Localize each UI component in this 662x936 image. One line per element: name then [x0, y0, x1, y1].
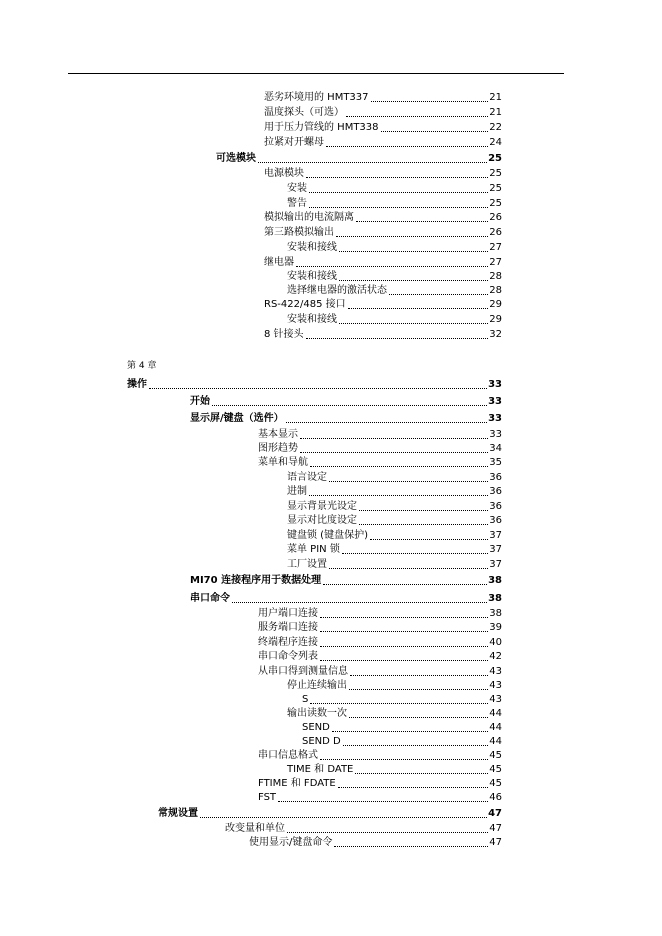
- toc-leader: [286, 422, 487, 423]
- toc-entry-page: 38: [488, 575, 502, 586]
- toc-entry-title: 从串口得到测量信息: [258, 666, 348, 677]
- toc-entry-page: 44: [489, 708, 502, 719]
- toc-leader: [370, 539, 488, 540]
- toc-entry[interactable]: [258, 442, 502, 456]
- toc-entry-page: 33: [488, 413, 502, 424]
- toc-entry-title: 菜单和导航: [258, 457, 308, 468]
- toc-entry-title: 显示背景光设定: [287, 501, 357, 512]
- toc-entry[interactable]: [287, 284, 502, 298]
- toc-entry-page: 25: [489, 198, 502, 209]
- toc-entry-page: 38: [488, 593, 502, 604]
- toc-entry[interactable]: [287, 241, 502, 255]
- toc-entry[interactable]: [258, 621, 502, 635]
- toc-entry[interactable]: [258, 791, 502, 805]
- toc-leader: [232, 602, 487, 603]
- toc-entry-page: 37: [489, 530, 502, 541]
- toc-entry-title: 显示屏/键盘（选件）: [190, 413, 284, 424]
- toc-entry[interactable]: [264, 328, 502, 342]
- toc-entry-page: 42: [489, 651, 502, 662]
- toc-entry[interactable]: [302, 735, 502, 749]
- toc-leader: [339, 251, 488, 252]
- toc-entry[interactable]: [287, 679, 502, 693]
- toc-entry[interactable]: [249, 836, 502, 850]
- toc-leader: [338, 787, 489, 788]
- toc-entry[interactable]: [258, 749, 502, 763]
- toc-entry-page: 44: [489, 722, 502, 733]
- toc-leader: [309, 207, 488, 208]
- toc-entry-page: 38: [489, 608, 502, 619]
- toc-entry[interactable]: [264, 226, 502, 240]
- toc-entry-title: TIME 和 DATE: [287, 764, 354, 775]
- toc-entry-title: 终端程序连接: [258, 637, 318, 648]
- toc-entry-page: 47: [488, 808, 502, 819]
- toc-leader: [346, 116, 488, 117]
- toc-entry-title: 用户端口连接: [258, 608, 318, 619]
- toc-entry-page: 28: [489, 285, 502, 296]
- toc-entry-title: 串口命令列表: [258, 651, 318, 662]
- toc-entry[interactable]: [287, 514, 502, 528]
- toc-entry-title: 第三路模拟输出: [264, 227, 334, 238]
- toc-entry-page: 29: [489, 299, 502, 310]
- toc-entry-page: 26: [489, 227, 502, 238]
- toc-leader: [320, 631, 488, 632]
- toc-entry[interactable]: [264, 136, 502, 150]
- toc-entry-page: 36: [489, 515, 502, 526]
- toc-entry-title: 用于压力管线的 HMT338: [264, 122, 379, 133]
- toc-entry[interactable]: [258, 665, 502, 679]
- toc-entry[interactable]: [287, 182, 502, 196]
- toc-leader: [343, 745, 489, 746]
- toc-leader: [320, 646, 488, 647]
- toc-leader: [359, 510, 488, 511]
- toc-entry[interactable]: [302, 693, 502, 707]
- toc-entry[interactable]: [287, 485, 502, 499]
- toc-entry-title: 串口信息格式: [258, 750, 318, 761]
- toc-entry-title: 拉紧对开螺母: [264, 137, 324, 148]
- toc-entry[interactable]: [264, 211, 502, 225]
- toc-entry-title: SEND D: [302, 736, 341, 747]
- header-rule: [68, 73, 564, 74]
- toc-entry-page: 37: [489, 559, 502, 570]
- toc-entry[interactable]: [302, 721, 502, 735]
- toc-entry[interactable]: [264, 121, 502, 135]
- toc-leader: [287, 832, 488, 833]
- toc-entry[interactable]: [264, 256, 502, 270]
- toc-leader: [309, 495, 488, 496]
- toc-leader: [349, 717, 488, 718]
- toc-entry-title: 使用显示/键盘命令: [249, 837, 333, 848]
- toc-leader: [323, 584, 487, 585]
- toc-entry-title: 菜单 PIN 锁: [287, 544, 340, 555]
- toc-entry-page: 43: [489, 666, 502, 677]
- toc-leader: [309, 192, 488, 193]
- toc-entry-page: 33: [489, 429, 502, 440]
- toc-entry[interactable]: [258, 636, 502, 650]
- toc-entry-title: 图形趋势: [258, 443, 298, 454]
- toc-entry-title: FTIME 和 FDATE: [258, 778, 336, 789]
- toc-entry-page: 37: [489, 544, 502, 555]
- toc-entry-title: 进制: [287, 486, 307, 497]
- toc-leader: [349, 689, 488, 690]
- toc-entry-page: 40: [489, 637, 502, 648]
- toc-section-entry[interactable]: [190, 412, 502, 426]
- toc-entry[interactable]: [258, 428, 502, 442]
- toc-entry[interactable]: [258, 607, 502, 621]
- toc-entry[interactable]: [287, 529, 502, 543]
- toc-entry-page: 39: [489, 622, 502, 633]
- toc-entry-title: SEND: [302, 722, 330, 733]
- toc-leader: [310, 466, 488, 467]
- toc-leader: [371, 101, 489, 102]
- toc-entry-page: 33: [488, 379, 502, 390]
- toc-entry-page: 22: [489, 122, 502, 133]
- toc-entry-title: 模拟输出的电流隔离: [264, 212, 354, 223]
- toc-leader: [149, 388, 487, 389]
- toc-entry-page: 33: [488, 396, 502, 407]
- toc-section-entry[interactable]: [190, 574, 502, 588]
- toc-entry-title: 警告: [287, 198, 307, 209]
- toc-chapter-entry[interactable]: [127, 378, 502, 392]
- toc-entry-page: 25: [489, 183, 502, 194]
- toc-leader: [350, 675, 488, 676]
- toc-entry-title: FST: [258, 792, 277, 803]
- toc-entry-title: RS-422/485 接口: [264, 299, 346, 310]
- toc-leader: [320, 660, 488, 661]
- toc-entry-title: 安装和接线: [287, 242, 337, 253]
- toc-entry-title: 输出读数一次: [287, 708, 347, 719]
- toc-entry-page: 45: [489, 778, 502, 789]
- toc-leader: [339, 323, 488, 324]
- chapter-label: 第 4 章: [127, 361, 157, 371]
- toc-entry-page: 26: [489, 212, 502, 223]
- toc-leader: [296, 266, 488, 267]
- toc-entry-title: 操作: [127, 379, 147, 390]
- toc-entry-page: 24: [489, 137, 502, 148]
- toc-entry-page: 47: [489, 823, 502, 834]
- toc-entry-page: 36: [489, 472, 502, 483]
- toc-entry-title: 服务端口连接: [258, 622, 318, 633]
- toc-entry[interactable]: [264, 298, 502, 312]
- toc-leader: [329, 481, 488, 482]
- toc-leader: [336, 236, 488, 237]
- toc-entry-title: 基本显示: [258, 429, 298, 440]
- toc-entry-page: 29: [489, 314, 502, 325]
- toc-entry[interactable]: [264, 106, 502, 120]
- toc-leader: [200, 817, 487, 818]
- toc-entry-page: 45: [489, 750, 502, 761]
- toc-entry-title: 继电器: [264, 257, 294, 268]
- toc-leader: [359, 524, 488, 525]
- toc-entry-title: 安装: [287, 183, 307, 194]
- toc-leader: [339, 280, 488, 281]
- toc-entry[interactable]: [287, 270, 502, 284]
- toc-entry-page: 47: [489, 837, 502, 848]
- toc-leader: [348, 308, 489, 309]
- toc-entry[interactable]: [264, 91, 502, 105]
- toc-entry[interactable]: [287, 500, 502, 514]
- toc-entry[interactable]: [287, 197, 502, 211]
- toc-leader: [342, 553, 488, 554]
- toc-entry-page: 36: [489, 486, 502, 497]
- toc-entry[interactable]: [258, 650, 502, 664]
- toc-leader: [332, 731, 488, 732]
- toc-entry-title: S: [302, 694, 309, 705]
- toc-entry-title: 电源模块: [264, 168, 304, 179]
- toc-entry-title: 温度探头（可选）: [264, 107, 344, 118]
- toc-entry[interactable]: [225, 822, 502, 836]
- toc-leader: [326, 146, 488, 147]
- toc-entry-page: 43: [489, 694, 502, 705]
- toc-entry[interactable]: [287, 707, 502, 721]
- toc-leader: [320, 759, 488, 760]
- toc-entry[interactable]: [258, 777, 502, 791]
- toc-entry[interactable]: [287, 313, 502, 327]
- toc-entry-page: 43: [489, 680, 502, 691]
- toc-entry-page: 21: [489, 107, 502, 118]
- toc-entry[interactable]: [287, 763, 502, 777]
- toc-section-entry[interactable]: [158, 807, 502, 821]
- toc-entry-page: 35: [489, 457, 502, 468]
- toc-section-entry[interactable]: [216, 152, 502, 166]
- toc-entry-title: 8 针接头: [264, 329, 304, 340]
- toc-entry-title: 安装和接线: [287, 314, 337, 325]
- toc-entry[interactable]: [258, 456, 502, 470]
- toc-entry-title: 改变量和单位: [225, 823, 285, 834]
- toc-entry-page: 46: [489, 792, 502, 803]
- toc-entry-title: 停止连续输出: [287, 680, 347, 691]
- toc-entry-page: 27: [489, 257, 502, 268]
- toc-entry-title: 语言设定: [287, 472, 327, 483]
- toc-entry-page: 28: [489, 271, 502, 282]
- toc-entry-title: 串口命令: [190, 593, 230, 604]
- toc-entry-title: MI70 连接程序用于数据处理: [190, 575, 322, 586]
- toc-section-entry[interactable]: [190, 395, 502, 409]
- toc-entry[interactable]: [287, 543, 502, 557]
- toc-leader: [329, 568, 488, 569]
- toc-entry-title: 安装和接线: [287, 271, 337, 282]
- toc-leader: [356, 221, 488, 222]
- toc-leader: [355, 773, 488, 774]
- toc-leader: [300, 438, 488, 439]
- toc-entry-page: 25: [488, 153, 502, 164]
- toc-leader: [334, 846, 488, 847]
- toc-leader: [389, 294, 488, 295]
- toc-leader: [278, 801, 488, 802]
- toc-entry-page: 36: [489, 501, 502, 512]
- toc-entry-title: 选择继电器的激活状态: [287, 285, 387, 296]
- toc-entry[interactable]: [264, 167, 502, 181]
- toc-leader: [310, 703, 488, 704]
- toc-entry-title: 开始: [190, 396, 210, 407]
- toc-leader: [300, 452, 488, 453]
- toc-leader: [212, 405, 487, 406]
- toc-entry-page: 25: [489, 168, 502, 179]
- toc-entry[interactable]: [287, 558, 502, 572]
- toc-leader: [381, 131, 489, 132]
- toc-entry-title: 工厂设置: [287, 559, 327, 570]
- toc-leader: [320, 617, 488, 618]
- toc-entry-title: 键盘锁 (键盘保护): [287, 530, 368, 541]
- toc-entry-title: 可选模块: [216, 153, 256, 164]
- toc-entry-page: 34: [489, 443, 502, 454]
- toc-entry-page: 21: [489, 92, 502, 103]
- toc-entry-title: 恶劣环境用的 HMT337: [264, 92, 369, 103]
- toc-entry-page: 44: [489, 736, 502, 747]
- toc-leader: [306, 177, 488, 178]
- toc-leader: [258, 162, 487, 163]
- toc-entry-page: 45: [489, 764, 502, 775]
- toc-entry-title: 显示对比度设定: [287, 515, 357, 526]
- toc-leader: [306, 338, 489, 339]
- toc-entry-page: 32: [489, 329, 502, 340]
- toc-section-entry[interactable]: [190, 592, 502, 606]
- toc-entry-page: 27: [489, 242, 502, 253]
- toc-entry[interactable]: [287, 471, 502, 485]
- toc-entry-title: 常规设置: [158, 808, 198, 819]
